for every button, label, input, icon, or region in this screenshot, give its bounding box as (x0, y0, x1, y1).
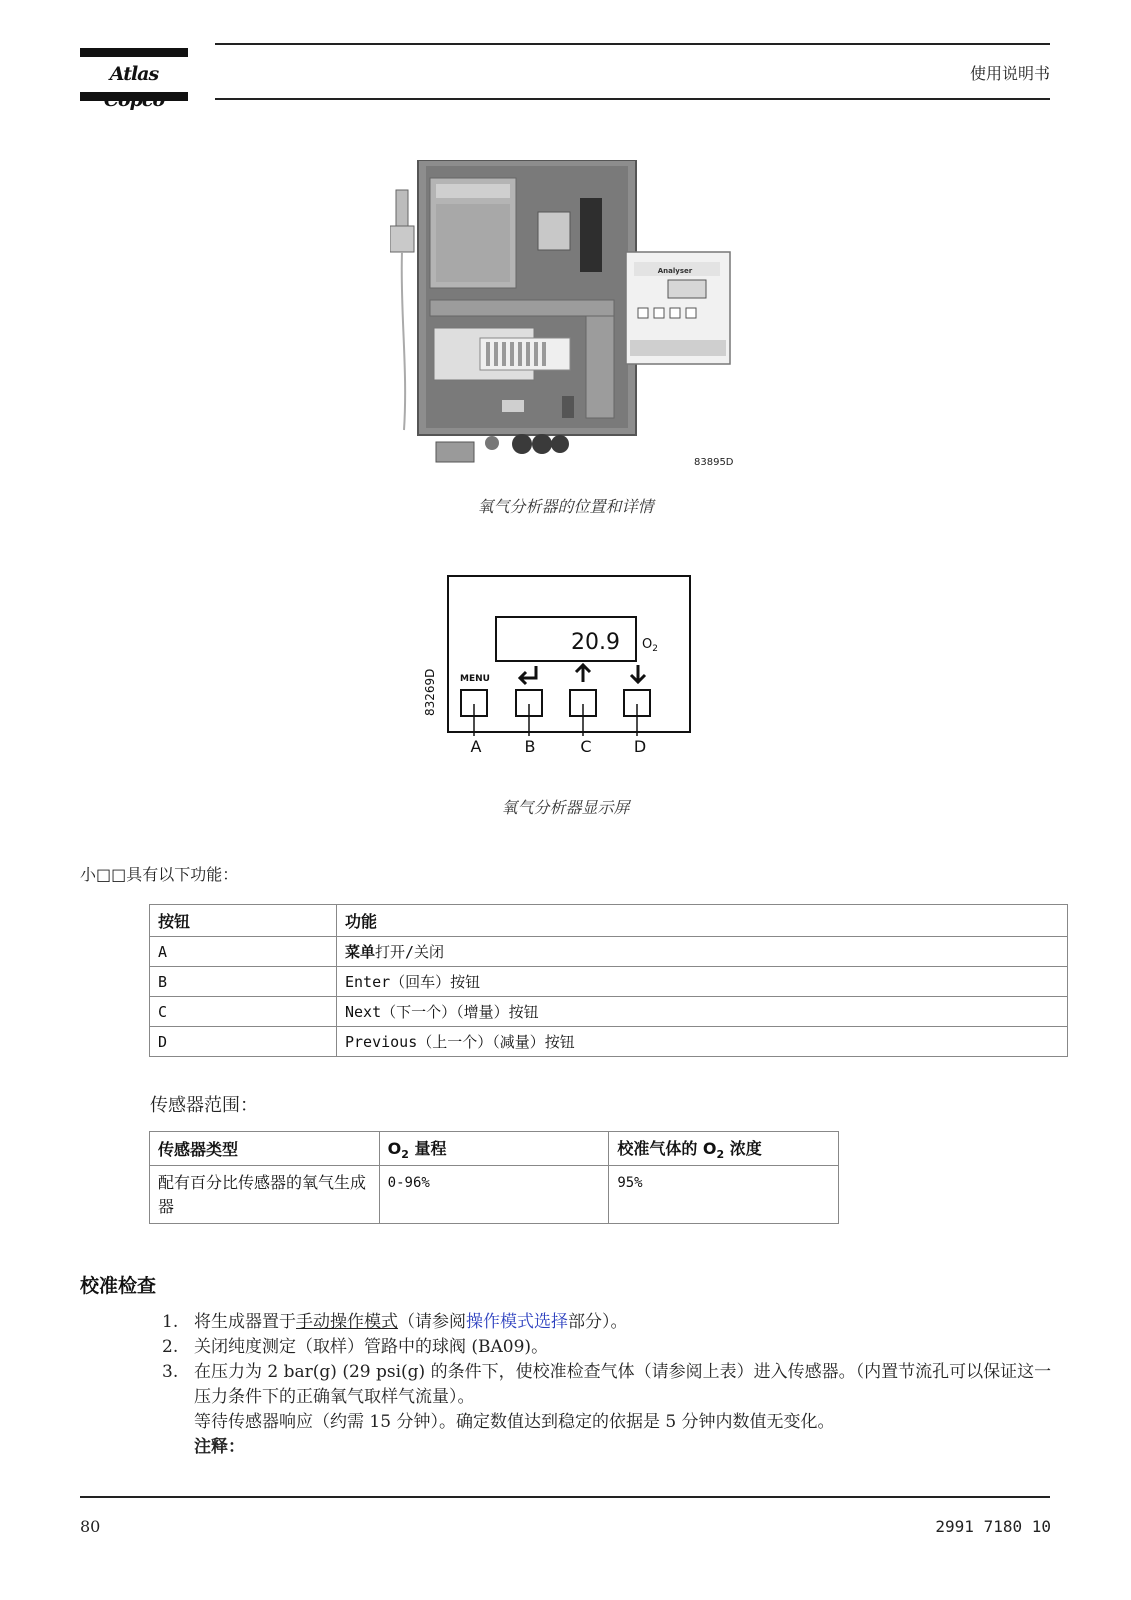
step-number: 2. (162, 1337, 179, 1357)
header-rule-top (215, 43, 1050, 45)
table-row (150, 997, 1068, 1027)
oxygen-analyser-location-photo (390, 160, 750, 475)
atlas-copco-logo (80, 48, 188, 101)
button-letter-d: D (633, 737, 647, 756)
step-1 (162, 1310, 1062, 1335)
step-text: 部分）。 (568, 1312, 628, 1332)
analyser-brand-label: Analyser (657, 267, 693, 275)
table-header-row (150, 905, 1068, 937)
header-rule-bottom (215, 98, 1050, 100)
section-title: 校准检查 (80, 1275, 157, 1297)
cell-function (337, 937, 1068, 967)
table-row (150, 967, 1068, 997)
display-value: 20.9 (571, 630, 620, 655)
cell-calibration: 95% (609, 1166, 839, 1224)
table-row (150, 937, 1068, 967)
step-text: 关闭纯度测定（取样）管路中的球阀 (BA09)。 (194, 1337, 549, 1357)
cell-o2-range: 0-96% (379, 1166, 609, 1224)
table-header-row (150, 1132, 839, 1166)
cell-button: B (150, 967, 337, 997)
step-text: 将生成器置于 (194, 1312, 296, 1332)
header-sensor-type: 传感器类型 (150, 1132, 380, 1166)
footer-rule (80, 1496, 1050, 1498)
figure2-caption: 氧气分析器显示屏 (501, 798, 630, 817)
button-function-table (149, 904, 1068, 1057)
step-number: 3. (162, 1362, 179, 1382)
calibration-steps (162, 1310, 1062, 1460)
sensor-range-table (149, 1131, 839, 1224)
step-text-continued: 等待传感器响应（约需 15 分钟）。确定数值达到稳定的依据是 5 分钟内数值无变化。 (194, 1412, 835, 1432)
step-text: （请参阅 (398, 1312, 466, 1332)
mode-selection-link[interactable]: 操作模式选择 (466, 1312, 568, 1332)
step-3 (162, 1360, 1062, 1460)
cell-button: D (150, 1027, 337, 1057)
table-row (150, 1027, 1068, 1057)
cell-function: Next（下一个）（增量）按钮 (337, 997, 1068, 1027)
display-unit: $O_2$ (642, 637, 658, 654)
function-bold: 菜单 (345, 943, 376, 961)
manual-mode-link[interactable]: 手动操作模式 (296, 1312, 398, 1332)
document-number: 2991 7180 10 (935, 1517, 1051, 1536)
sensor-range-title: 传感器范围： (150, 1095, 258, 1116)
header-button: 按钮 (150, 905, 337, 937)
step-number: 1. (162, 1312, 179, 1332)
header-o2-range: $O_2$ 量程 (379, 1132, 609, 1166)
cell-button: A (150, 937, 337, 967)
header-calibration-gas: 校准气体的 $O_2$ 浓度 (609, 1132, 839, 1166)
cell-function: Previous（上一个）（减量）按钮 (337, 1027, 1068, 1057)
page-number: 80 (80, 1517, 101, 1536)
intro-text: 小□□具有以下功能： (80, 865, 239, 884)
note-label: 注释： (194, 1437, 245, 1457)
cell-function: Enter（回车）按钮 (337, 967, 1068, 997)
step-2 (162, 1335, 1062, 1360)
button-letter-a: A (470, 737, 482, 756)
step-text: 在压力为 2 bar(g) (29 psi(g) 的条件下，使校准检查气体（请参阅上表）进入传感器。（内置节流孔可以保证这一压力条件下的正确氧气取样气流量）。 (194, 1362, 1052, 1407)
button-letter-b: B (524, 737, 536, 756)
header-function: 功能 (337, 905, 1068, 937)
figure1-caption: 氧气分析器的位置和详情 (477, 497, 654, 516)
cell-button: C (150, 997, 337, 1027)
logo-wordmark: Atlas (109, 63, 159, 85)
header-title: 使用说明书 (969, 64, 1050, 83)
function-text: 打开/关闭 (375, 943, 445, 961)
figure2-id-label: 83269D (423, 668, 437, 716)
table-row (150, 1166, 839, 1224)
cell-sensor-type: 配有百分比传感器的氧气生成器 (150, 1166, 380, 1224)
menu-label: MENU (460, 674, 490, 684)
oxygen-analyser-display-diagram (420, 568, 710, 778)
button-letter-c: C (580, 737, 592, 756)
figure1-id-label: 83895D (694, 457, 734, 468)
